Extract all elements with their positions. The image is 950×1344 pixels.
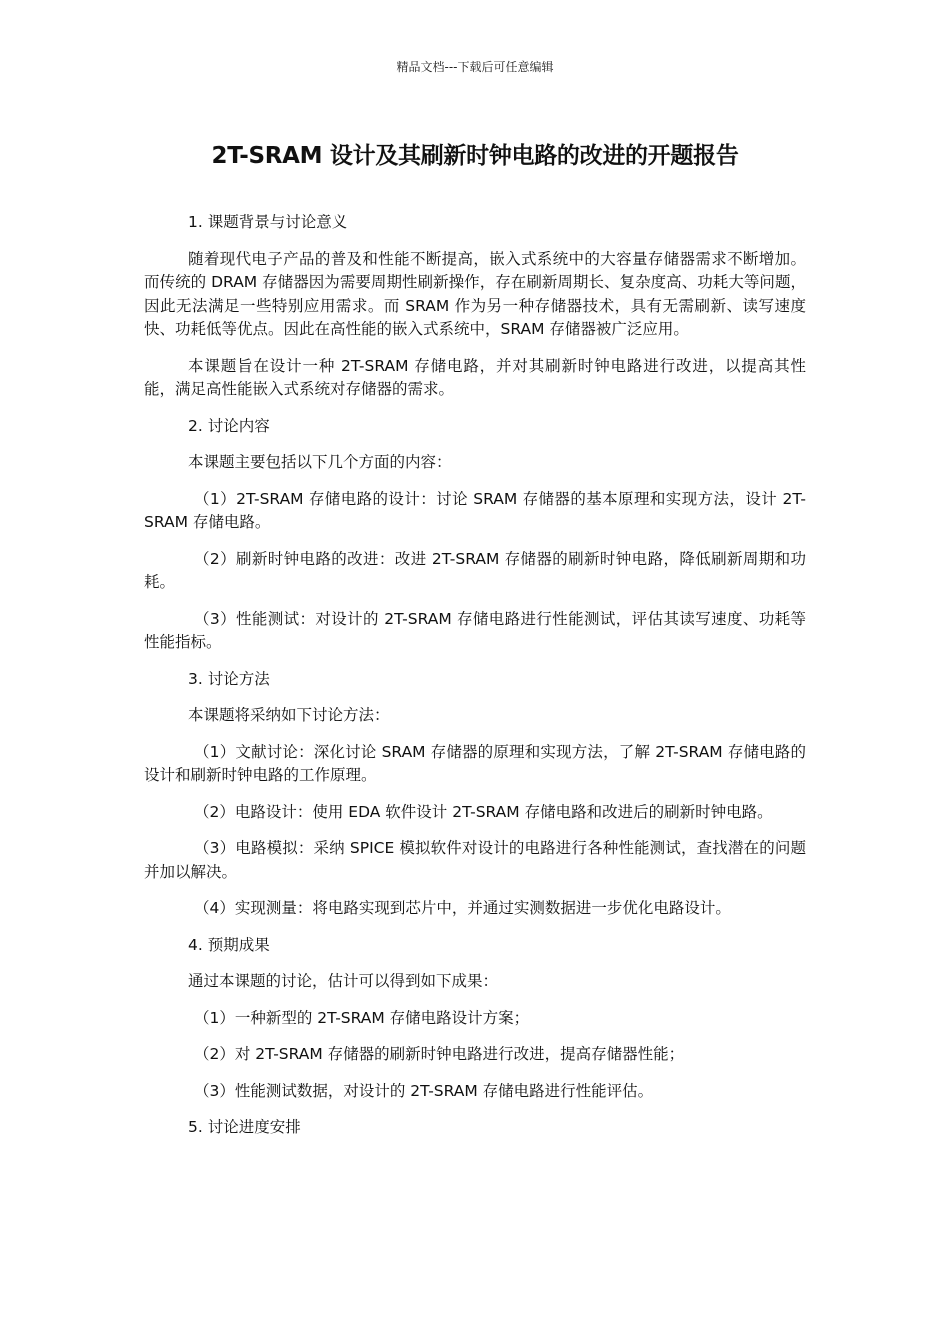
section-heading: 2. 讨论内容 xyxy=(188,416,270,435)
body-paragraph: 本课题将采纳如下讨论方法： xyxy=(188,706,390,724)
list-item: （2）对 2T-SRAM 存储器的刷新时钟电路进行改进，提高存储器性能； xyxy=(194,1045,685,1063)
page-header: 精品文档---下载后可任意编辑 xyxy=(396,60,554,74)
list-item: （1）一种新型的 2T-SRAM 存储电路设计方案； xyxy=(194,1008,530,1027)
section-heading: 3. 讨论方法 xyxy=(188,669,270,688)
list-item: （3）电路模拟：采纳 SPICE 模拟软件对设计的电路进行各种性能测试，查找潜在的问题并加以解决。 xyxy=(144,839,806,881)
list-item: （3）性能测试：对设计的 2T-SRAM 存储电路进行性能测试，评估其读写速度、功耗等性能指标。 xyxy=(144,609,806,651)
section-heading: 4. 预期成果 xyxy=(188,935,270,954)
list-item: （1）2T-SRAM 存储电路的设计：讨论 SRAM 存储器的基本原理和实现方法，设计 2T-SRAM 存储电路。 xyxy=(144,489,806,531)
document-body xyxy=(144,211,806,1153)
list-item: （2）电路设计：使用 EDA 软件设计 2T-SRAM 存储电路和改进后的刷新时钟电路。 xyxy=(194,802,773,821)
section-heading: 5. 讨论进度安排 xyxy=(188,1118,301,1136)
list-item: （1）文献讨论：深化讨论 SRAM 存储器的原理和实现方法，了解 2T-SRAM 存储电路的设计和刷新时钟电路的工作原理。 xyxy=(144,742,806,784)
body-paragraph: 本课题旨在设计一种 2T-SRAM 存储电路，并对其刷新时钟电路进行改进，以提高其性能，满足高性能嵌入式系统对存储器的需求。 xyxy=(144,356,806,398)
document-title: 2T-SRAM 设计及其刷新时钟电路的改进的开题报告 xyxy=(211,143,739,169)
list-item: （4）实现测量：将电路实现到芯片中，并通过实测数据进一步优化电路设计。 xyxy=(194,899,731,917)
body-paragraph: 随着现代电子产品的普及和性能不断提高，嵌入式系统中的大容量存储器需求不断增加。而传统的 DRAM 存储器因为需要周期性刷新操作，存在刷新周期长、复杂度高、功耗大等问题，因此无法满足一些特别应用需求。而 SRAM 作为另一种存储器技术，具有无需刷新、读写速度快、功耗低等优点。因此在高性能的嵌入式系统中，SRAM 存储器被广泛应用。 xyxy=(144,249,806,338)
list-item: （3）性能测试数据，对设计的 2T-SRAM 存储电路进行性能评估。 xyxy=(194,1081,654,1100)
body-paragraph: 通过本课题的讨论，估计可以得到如下成果： xyxy=(188,972,499,990)
body-paragraph: 本课题主要包括以下几个方面的内容： xyxy=(188,453,452,471)
section-heading: 1. 课题背景与讨论意义 xyxy=(188,213,348,231)
list-item: （2）刷新时钟电路的改进：改进 2T-SRAM 存储器的刷新时钟电路，降低刷新周期和功耗。 xyxy=(144,549,806,591)
